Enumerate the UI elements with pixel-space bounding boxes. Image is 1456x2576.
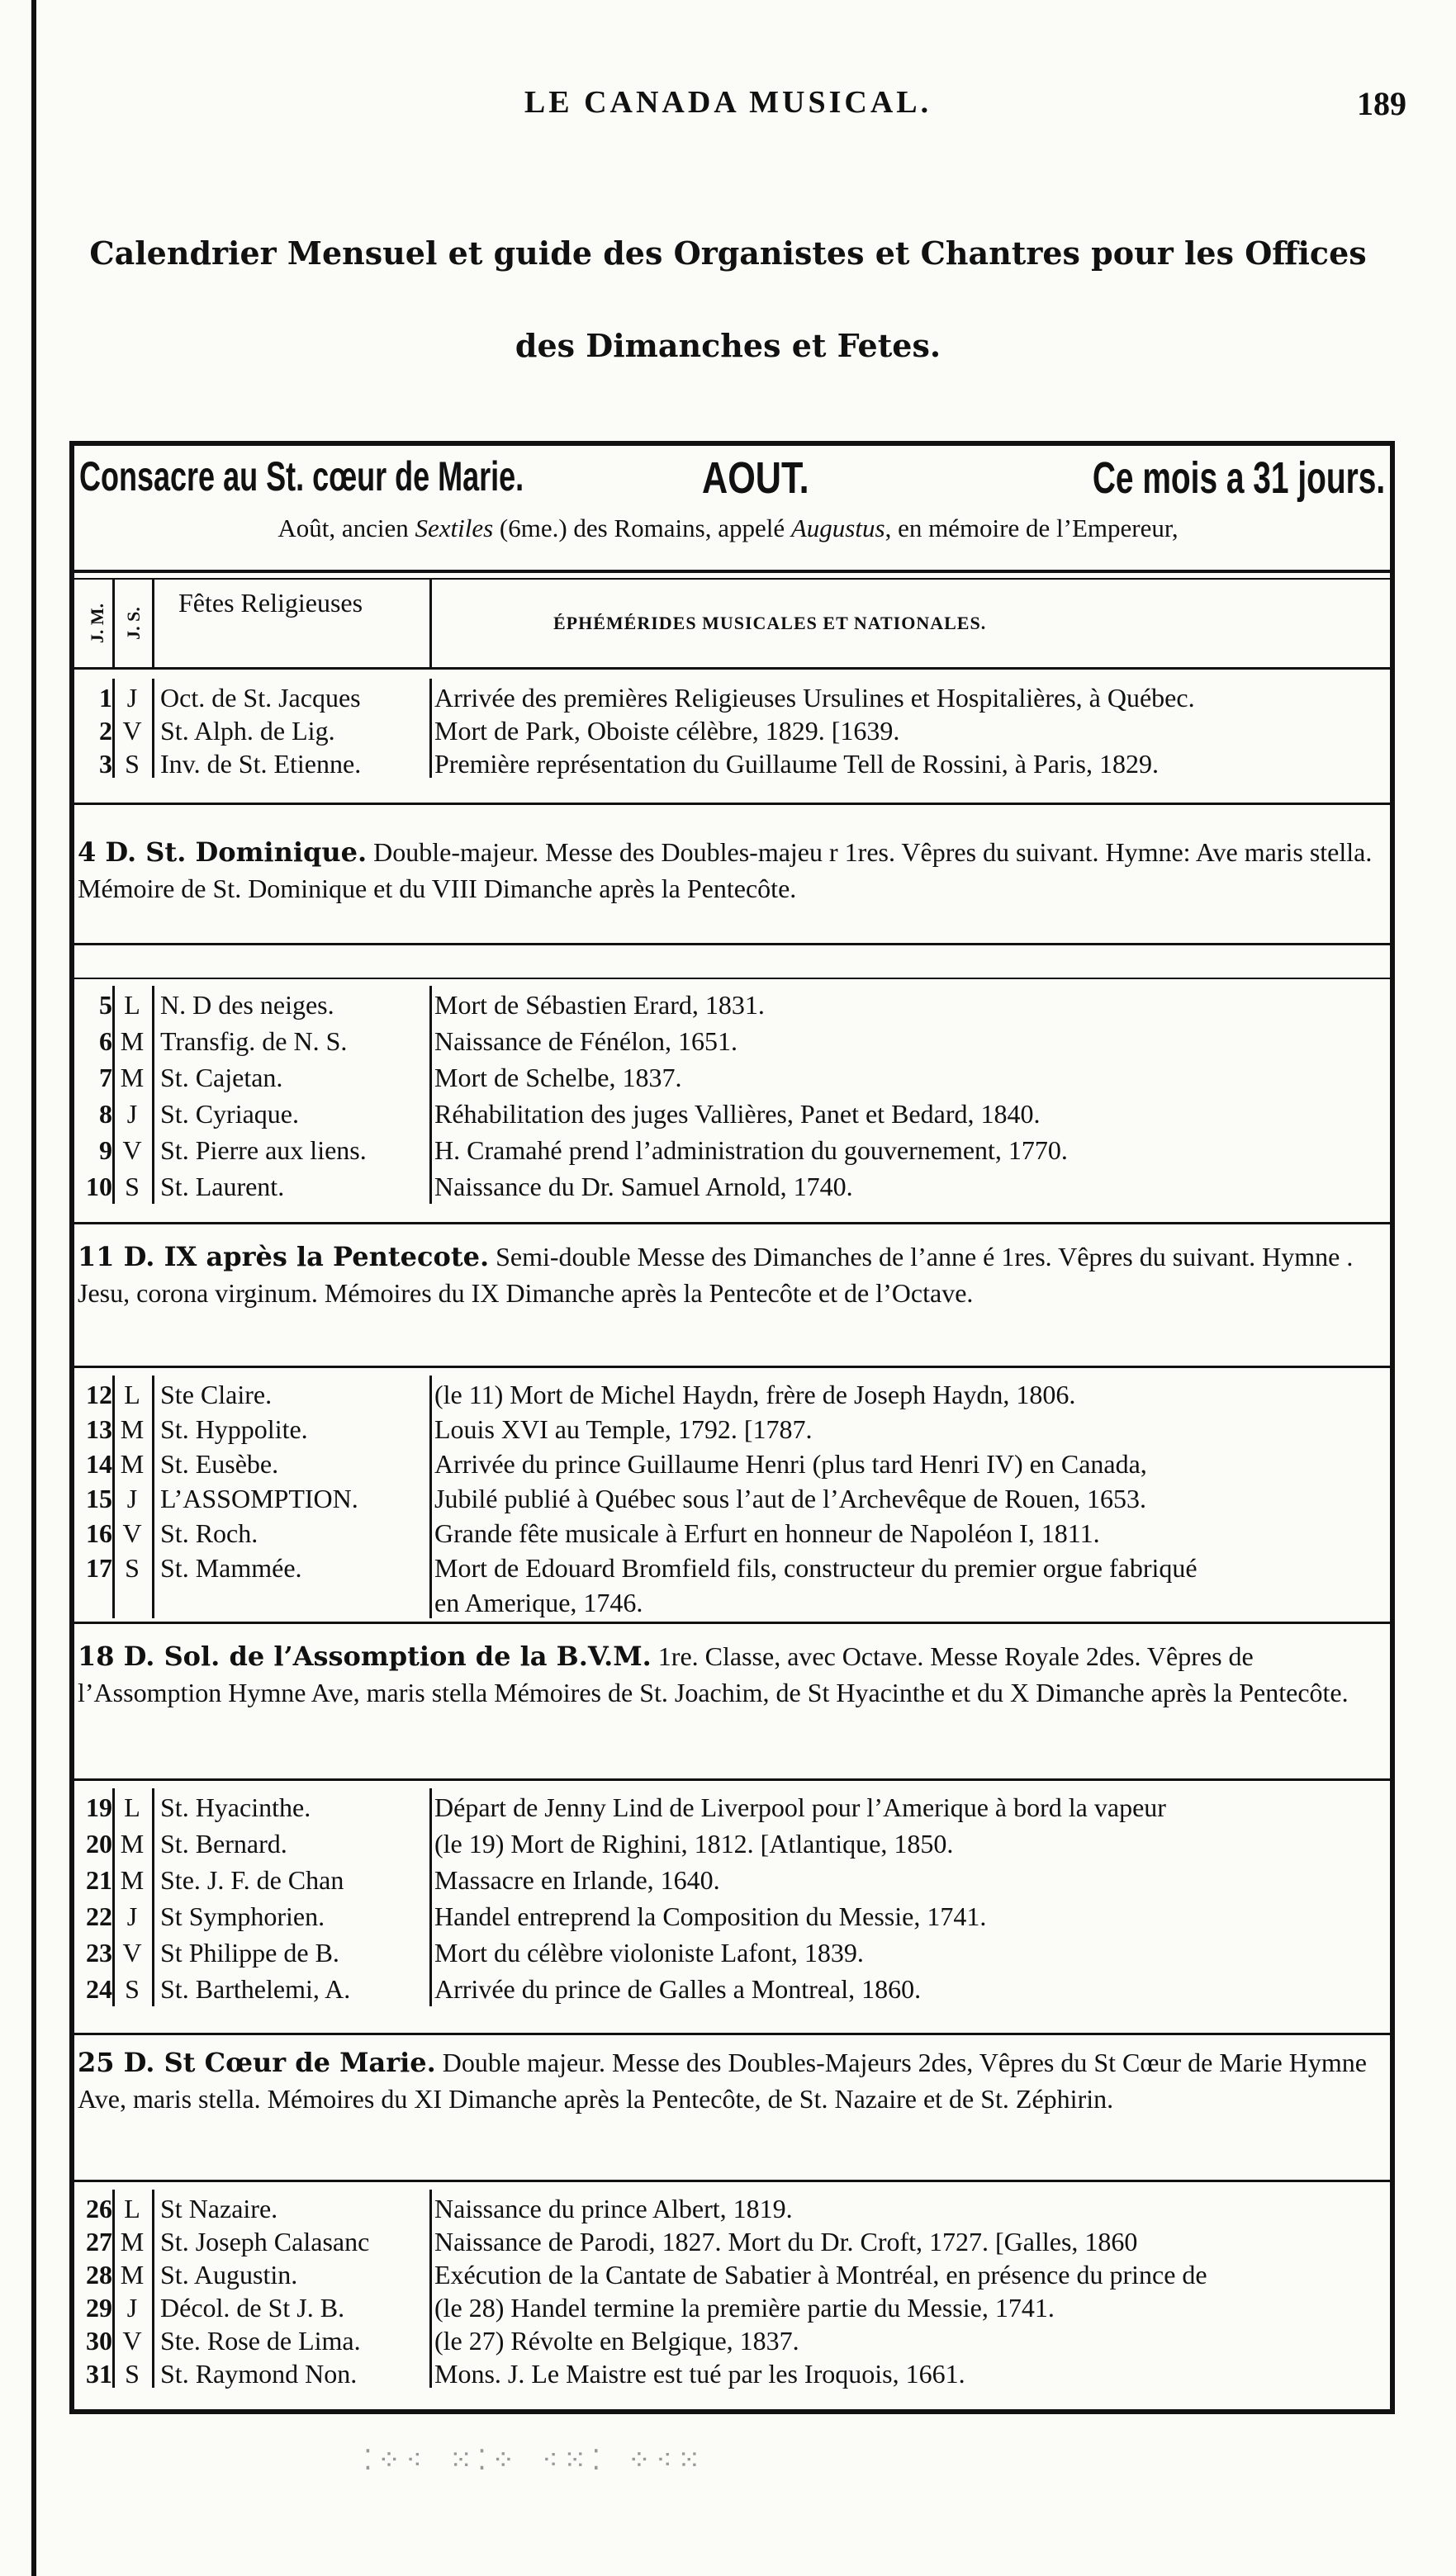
rule [74,943,1392,945]
calendar-row [0,1171,1387,1202]
month-name: AOUT. [702,453,809,503]
day-number: 9 [99,1135,112,1165]
ephemeris-event: Mort de Sébastien Erard, 1831. [434,990,765,1020]
day-number: 31 [86,2359,112,2389]
rule [74,1622,1392,1624]
ephemeris-event: Handel entreprend la Composition du Messie, 1741. [434,1901,987,1931]
day-number: 8 [99,1099,112,1129]
journal-name: LE CANADA MUSICAL. [524,85,932,120]
intro-sextiles: Sextiles [415,514,494,542]
sunday-title: 4 D. St. Dominique. [78,836,368,868]
feast-name: St Philippe de B. [160,1938,339,1968]
calendar-row [0,1828,1387,1859]
month-intro [0,514,1456,543]
weekday-letter: J [126,683,138,713]
ephemeris-event: (le 28) Handel termine la première partie du Messie, 1741. [434,2293,1055,2323]
intro-suffix: , en mémoire de l’Empereur, [885,514,1179,542]
weekday-letter: J [126,2293,138,2323]
feast-name: Décol. de St J. B. [160,2293,345,2323]
feast-name: St. Cajetan. [160,1063,283,1092]
ephemeris-event: Louis XVI au Temple, 1792. [1787. [434,1414,813,1444]
feast-name: St. Cyriaque. [160,1099,299,1129]
feast-name: Oct. de St. Jacques [160,683,361,713]
day-number: 15 [86,1484,112,1513]
day-number: 1 [99,683,112,713]
intro-middle: (6me.) des Romains, appelé [493,514,791,542]
day-number: 5 [99,990,112,1020]
feast-name: L’ASSOMPTION. [160,1484,358,1513]
day-number: 22 [86,1901,112,1931]
sunday-text: Double-majeur. Messe des Doubles-majeu r 1res. Vêpres du suivant. Hymne: Ave maris stella. Mémoire de St. Dominique et du VIII Dimanche après la Pentecôte. [78,837,1373,903]
day-number: 10 [86,1172,112,1201]
day-number: 17 [86,1553,112,1583]
ephemeris-event: Mons. J. Le Maistre est tué par les Iroquois, 1661. [434,2359,965,2389]
ephemeris-event: (le 27) Révolte en Belgique, 1837. [434,2326,799,2356]
column-divider [112,679,115,778]
weekday-letter: V [122,1518,142,1548]
day-number: 27 [86,2227,112,2256]
calendar-row [0,1134,1387,1166]
rule [74,1222,1392,1224]
sunday-text: Semi-double Messe des Dimanches de l’anne é 1res. Vêpres du suivant. Hymne . Jesu, corona virginum. Mémoires du IX Dimanche après la Pentecôte et de l’Octave. [78,1242,1354,1308]
sunday-title: 18 D. Sol. de l’Assomption de la B.V.M. [78,1641,652,1672]
sunday-entry-11 [78,1238,1391,1311]
feast-name: Transfig. de N. S. [160,1026,348,1056]
column-divider [429,1376,432,1618]
weekday-letter: M [120,1026,145,1056]
day-number: 2 [99,716,112,746]
weekday-letter: M [120,1414,145,1444]
feast-name: St. Pierre aux liens. [160,1135,367,1165]
binding-rule [31,0,36,2576]
feast-name: St Nazaire. [160,2194,278,2223]
ephemeris-event: Massacre en Irlande, 1640. [434,1865,720,1895]
feast-name: St. Laurent. [160,1172,285,1201]
day-number: 6 [99,1026,112,1056]
rule [74,1366,1392,1368]
ephemeris-event: Naissance du prince Albert, 1819. [434,2194,793,2223]
rule [74,1778,1392,1781]
calendar-row [0,715,1387,746]
weekday-letter: V [122,1938,142,1968]
day-number: 24 [86,1974,112,2004]
feast-name: St. Eusèbe. [160,1449,279,1479]
day-number: 29 [86,2293,112,2323]
sunday-text: Double majeur. Messe des Doubles-Majeurs 2des, Vêpres du St Cœur de Marie Hymne Ave, maris stella. Mémoires du XI Dimanche après la Pentecôte, de St. Nazaire et de St. Zéphirin. [78,2048,1367,2114]
day-number: 19 [86,1792,112,1822]
feast-name: Ste. J. F. de Chan [160,1865,344,1895]
calendar-row [0,2325,1387,2356]
column-divider [152,2190,154,2388]
calendar-row [0,1483,1387,1514]
feast-name: St. Raymond Non. [160,2359,358,2389]
weekday-letter: L [124,1380,140,1409]
feast-name: Ste. Rose de Lima. [160,2326,361,2356]
weekday-letter: V [122,1135,142,1165]
column-divider [152,679,154,778]
ephemeris-event: Jubilé publié à Québec sous l’aut de l’Archevêque de Rouen, 1653. [434,1484,1146,1513]
month-day-count: Ce mois a 31 jours. [1092,453,1385,503]
column-divider [429,2190,432,2388]
column-header-jm [79,583,112,665]
calendar-title: Calendrier Mensuel et guide des Organistes et Chantres pour les Offices [89,234,1367,272]
day-number: 16 [86,1518,112,1548]
ephemeris-event: Grande fête musicale à Erfurt en honneur de Napoléon I, 1811. [434,1518,1100,1548]
weekday-letter: M [120,2227,145,2256]
column-divider [429,1788,432,2006]
column-divider [429,580,432,667]
rule [74,578,1392,580]
ephemeris-event: Naissance de Fénélon, 1651. [434,1026,738,1056]
ephemeris-event: Arrivée du prince Guillaume Henri (plus tard Henri IV) en Canada, [434,1449,1147,1479]
weekday-letter: M [120,1829,145,1859]
ephemeris-event: Mort de Edouard Bromfield fils, constructeur du premier orgue fabriqué [434,1553,1198,1583]
weekday-letter: L [124,2194,140,2223]
weekday-letter: V [122,2326,142,2356]
calendar-row [0,1379,1387,1410]
weekday-letter: S [125,749,140,779]
feast-name: N. D des neiges. [160,990,334,1020]
weekday-letter: S [125,1553,140,1583]
column-divider [112,1788,115,2006]
feast-name: St. Roch. [160,1518,258,1548]
feast-name: St. Barthelemi, A. [160,1974,351,2004]
sunday-title: 11 D. IX après la Pentecote. [78,1241,490,1272]
calendar-row [0,1518,1387,1549]
calendar-row [0,1098,1387,1129]
weekday-letter: M [120,1063,145,1092]
day-number: 13 [86,1414,112,1444]
print-noise: ⁚⁘⁖ ⁙⁚⁘ ⁖⁙⁚ ⁘⁖⁙ [363,2444,706,2477]
feast-name: St. Alph. de Lig. [160,716,335,746]
weekday-letter: S [125,1974,140,2004]
calendar-row [0,2292,1387,2323]
day-number: 12 [86,1380,112,1409]
ephemeris-event: Arrivée du prince de Galles a Montreal, 1860. [434,1974,922,2004]
calendar-row [0,2226,1387,2257]
calendar-row [0,748,1387,779]
ephemeris-event: Réhabilitation des juges Vallières, Panet et Bedard, 1840. [434,1099,1041,1129]
day-number: 23 [86,1938,112,1968]
weekday-letter: J [126,1099,138,1129]
calendar-row [0,2193,1387,2224]
calendar-row [0,1587,1387,1618]
column-divider [112,580,115,667]
calendar-row [0,2259,1387,2290]
calendar-subtitle: des Dimanches et Fetes. [515,327,941,364]
sunday-text: 1re. Classe, avec Octave. Messe Royale 2des. Vêpres de l’Assomption Hymne Ave, maris stella Mémoires de St. Joachim, de St Hyacinthe et du X Dimanche après la Pentecôte. [78,1641,1349,1707]
day-number: 20 [86,1829,112,1859]
ephemeris-event: H. Cramahé prend l’administration du gouvernement, 1770. [434,1135,1068,1165]
feast-name: St. Augustin. [160,2260,298,2290]
column-divider [152,1376,154,1618]
day-number: 7 [99,1063,112,1092]
day-number: 21 [86,1865,112,1895]
rule [74,570,1392,573]
weekday-letter: M [120,2260,145,2290]
page-number: 189 [1357,85,1406,122]
weekday-letter: L [124,990,140,1020]
ephemeris-event: en Amerique, 1746. [434,1588,643,1617]
ephemeris-event: Première représentation du Guillaume Tell de Rossini, à Paris, 1829. [434,749,1159,779]
column-divider [112,986,115,1204]
day-number: 30 [86,2326,112,2356]
calendar-row [0,1937,1387,1968]
ephemeris-event: Naissance du Dr. Samuel Arnold, 1740. [434,1172,853,1201]
feast-name: St. Hyacinthe. [160,1792,311,1822]
rule [74,2033,1392,2035]
sunday-entry-4 [78,834,1391,907]
weekday-letter: S [125,1172,140,1201]
calendar-row [0,1413,1387,1445]
intro-prefix: Août, ancien [277,514,415,542]
calendar-row [0,1025,1387,1057]
column-divider [112,1376,115,1618]
day-number: 26 [86,2194,112,2223]
column-divider [429,679,432,778]
ephemeris-event: (le 11) Mort de Michel Haydn, frère de Joseph Haydn, 1806. [434,1380,1076,1409]
column-divider [152,986,154,1204]
calendar-row [0,1552,1387,1584]
calendar-row [0,1864,1387,1896]
column-header-feasts: Fêtes Religieuses [178,588,363,618]
column-js-label: J. S. [123,607,144,640]
ephemeris-event: Naissance de Parodi, 1827. Mort du Dr. Croft, 1727. [Galles, 1860 [434,2227,1138,2256]
ephemeris-event: Départ de Jenny Lind de Liverpool pour l’Amerique à bord la vapeur [434,1792,1166,1822]
calendar-row [0,2358,1387,2389]
ephemeris-event: Arrivée des premières Religieuses Ursulines et Hospitalières, à Québec. [434,683,1195,713]
feast-name: Ste Claire. [160,1380,273,1409]
sunday-entry-25 [78,2044,1391,2117]
rule [74,978,1392,979]
weekday-letter: V [122,716,142,746]
sunday-title: 25 D. St Cœur de Marie. [78,2047,436,2078]
calendar-row [0,1973,1387,2005]
month-dedication: Consacre au St. cœur de Marie. [79,453,524,500]
day-number: 14 [86,1449,112,1479]
calendar-row [0,989,1387,1020]
feast-name: Inv. de St. Etienne. [160,749,362,779]
weekday-letter: M [120,1449,145,1479]
column-divider [152,1788,154,2006]
day-number: 3 [99,749,112,779]
calendar-row [0,1062,1387,1093]
feast-name: St. Joseph Calasanc [160,2227,370,2256]
weekday-letter: J [126,1484,138,1513]
calendar-row [0,1901,1387,1932]
intro-augustus: Augustus [790,514,885,542]
calendar-row [0,1792,1387,1823]
column-header-ephemerides: ÉPHÉMÉRIDES MUSICALES ET NATIONALES. [553,613,987,633]
column-divider [152,580,154,667]
ephemeris-event: Mort de Park, Oboiste célèbre, 1829. [1639. [434,716,900,746]
ephemeris-event: Mort de Schelbe, 1837. [434,1063,682,1092]
feast-name: St. Hyppolite. [160,1414,308,1444]
weekday-letter: L [124,1792,140,1822]
rule [74,2180,1392,2182]
column-jm-label: J. M. [87,603,107,644]
column-divider [112,2190,115,2388]
weekday-letter: J [126,1901,138,1931]
column-header-js [116,583,149,665]
feast-name: St. Mammée. [160,1553,302,1583]
ephemeris-event: Mort du célèbre violoniste Lafont, 1839. [434,1938,864,1968]
weekday-letter: M [120,1865,145,1895]
page-header [0,84,1456,134]
feast-name: St. Bernard. [160,1829,287,1859]
ephemeris-event: Exécution de la Cantate de Sabatier à Montréal, en présence du prince de [434,2260,1207,2290]
sunday-entry-18 [78,1638,1391,1711]
calendar-row [0,682,1387,713]
day-number: 28 [86,2260,112,2290]
weekday-letter: S [125,2359,140,2389]
feast-name: St Symphorien. [160,1901,325,1931]
calendar-row [0,1448,1387,1480]
rule [74,803,1392,805]
ephemeris-event: (le 19) Mort de Righini, 1812. [Atlantique, 1850. [434,1829,954,1859]
column-divider [429,986,432,1204]
